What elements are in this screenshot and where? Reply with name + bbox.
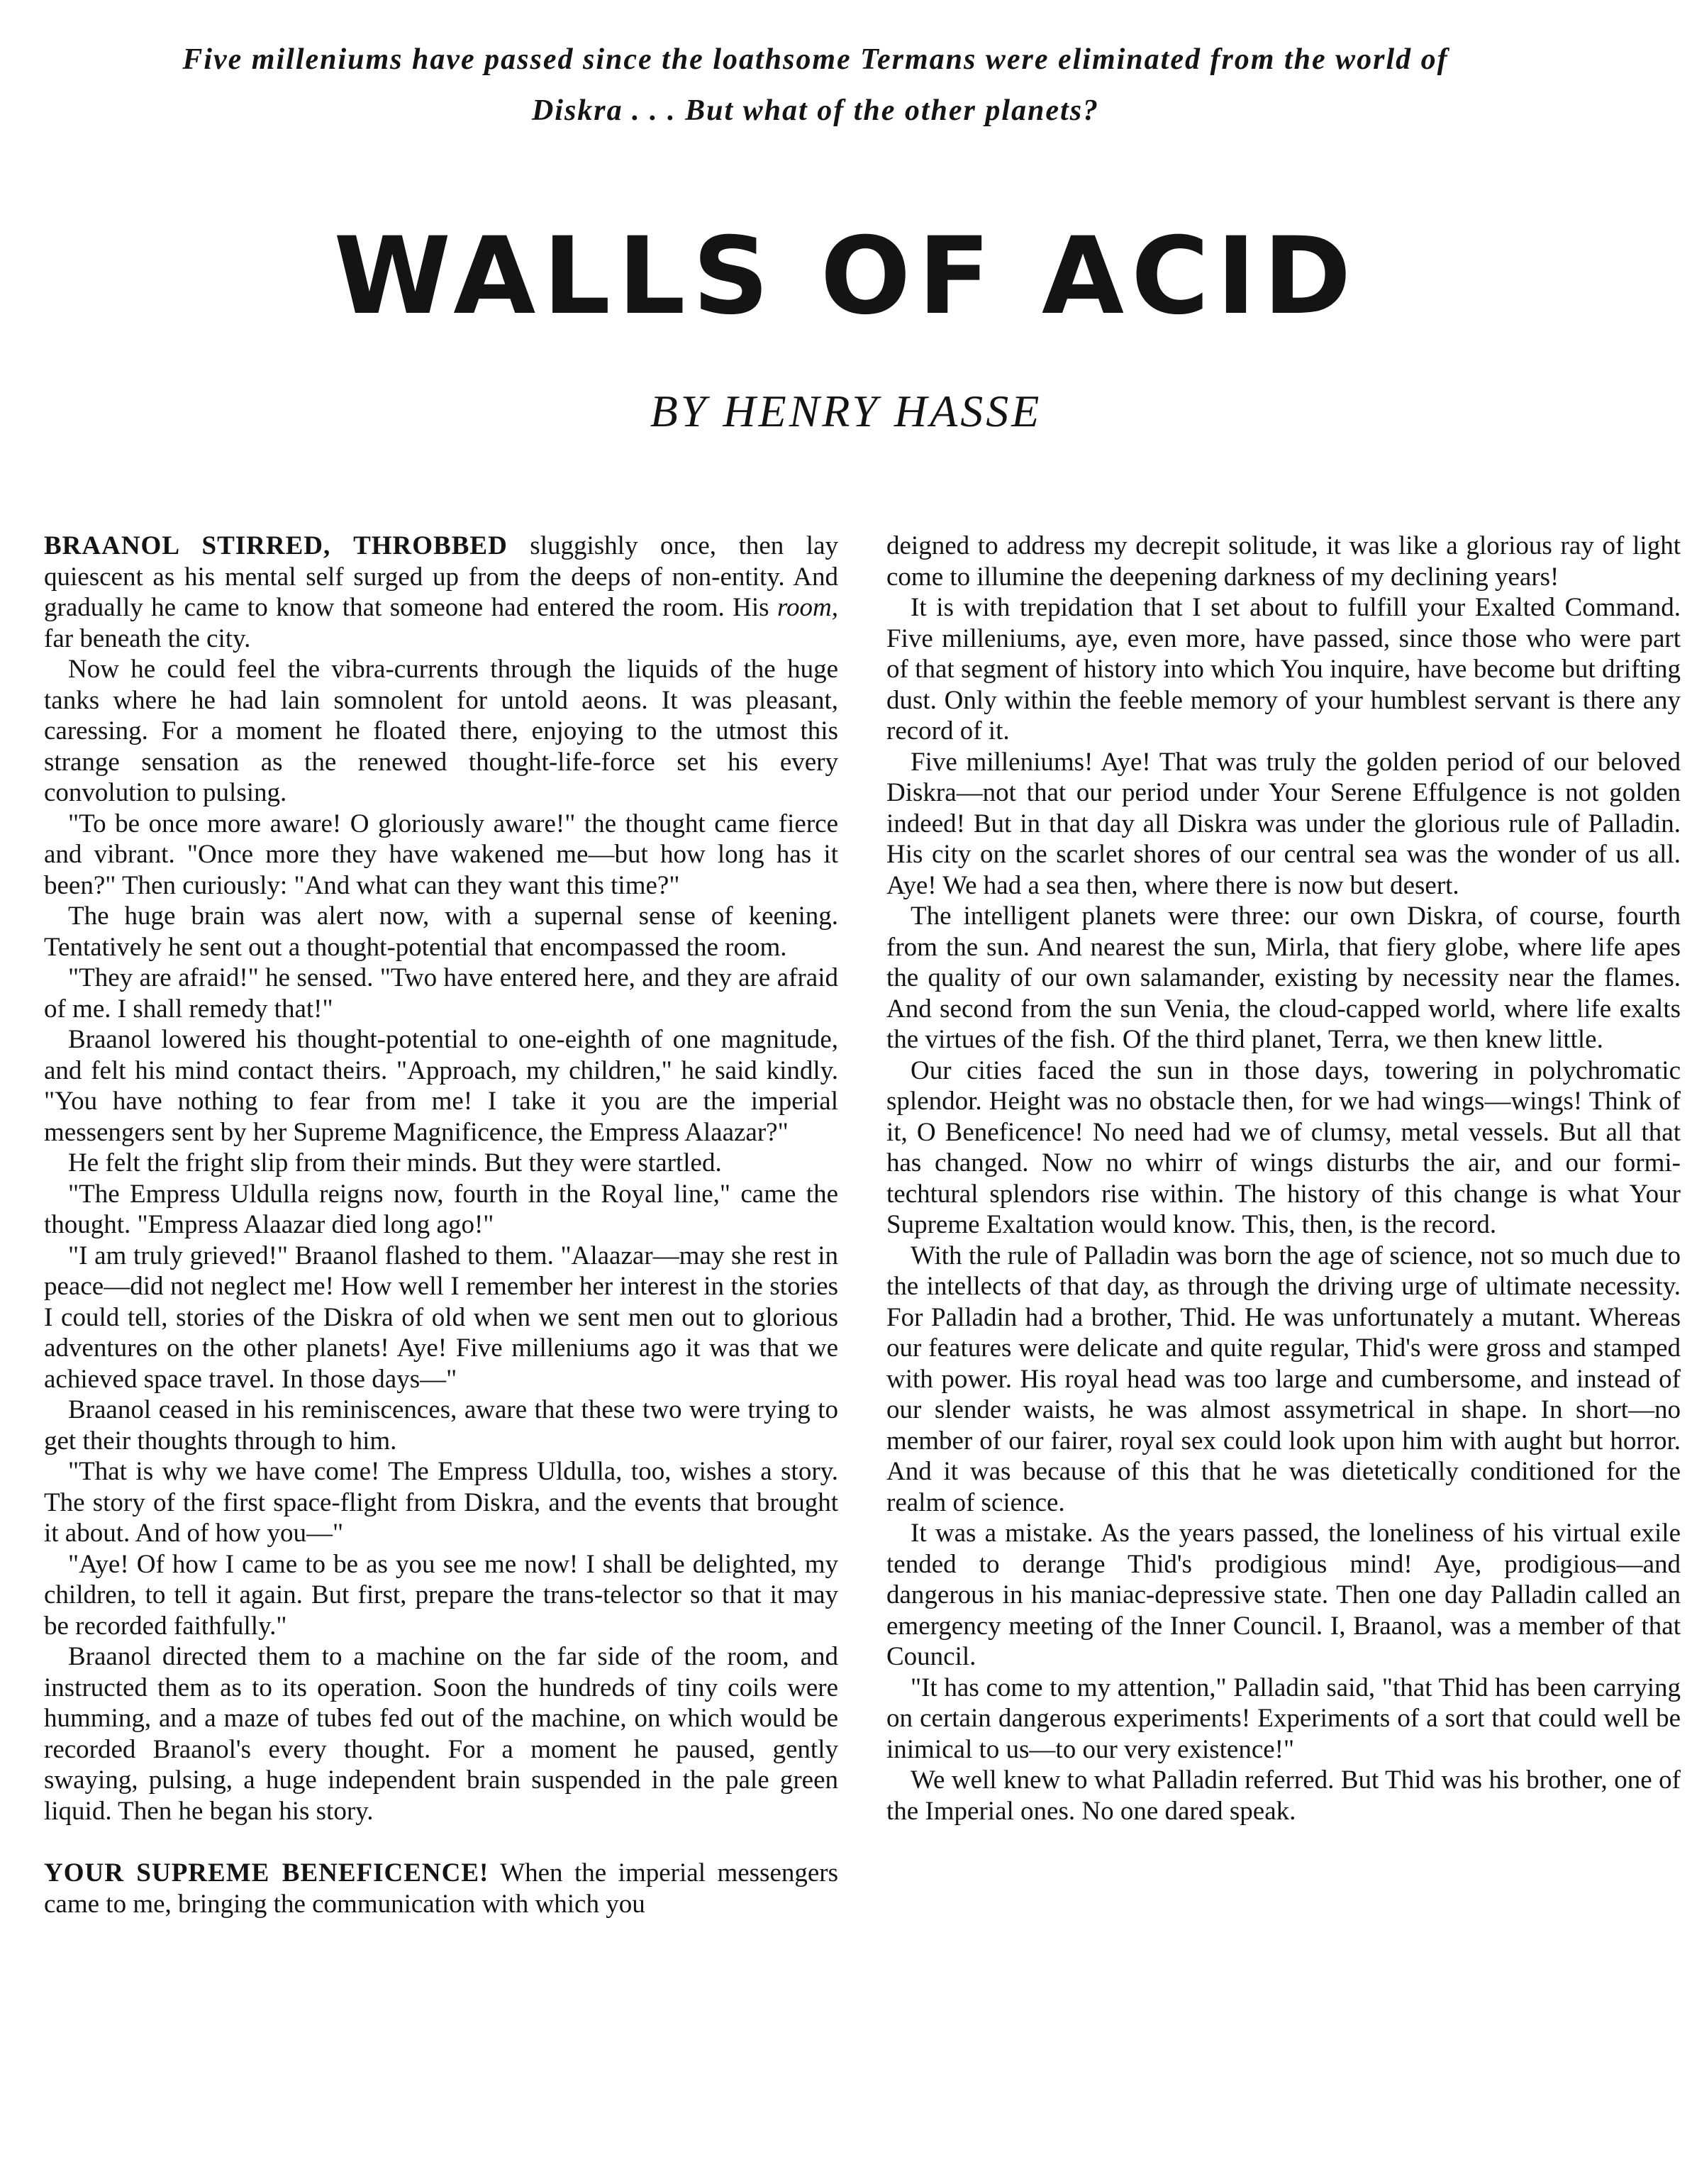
paragraph: Braanol lowered his thought-potential to one-eighth of one magnitude, and felt his mind contact theirs. "Approach, my children," he said kindly. "You have nothing to fear from me! I take it you are the imperial messengers sent by her Supreme Magnificence, the Empress Alaazar?" — [44, 1025, 838, 1147]
paragraph: deigned to address my decrepit solitude, it was like a glorious ray of light come to illumine the deepening darkness of my declining years! — [886, 531, 1681, 592]
paragraph: Braanol directed them to a machine on the far side of the room, and instructed them as to its operation. Soon the hundreds of tiny coils were humming, and a maze of tubes fed out of the machine, on which would be recorded Braanol's every thought. For a moment he paused, gently swaying, pulsing, a huge independent brain suspended in the pale green liquid. Then he began his story. — [44, 1642, 838, 1826]
paragraph: "It has come to my attention," Palladin said, "that Thid has been carrying on certain dangerous experiments! Experiments of a sort that could well be inimical to us—to our very existence!" — [886, 1673, 1681, 1764]
paragraph: It was a mistake. As the years passed, the loneliness of his virtual exile tended to derange Thid's prodigious mind! Aye, prodigious—and dangerous in his maniac-depressive state. Then one day Palladin called an emergency meeting of the Inner Council. I, Braanol, was a member of that Council. — [886, 1519, 1681, 1671]
paragraph: "To be once more aware! O gloriously aware!" the thought came fierce and vibrant. "Once more they have wakened me—but how long has it been?" Then curiously: "And what can they want this time?" — [44, 809, 838, 900]
paragraph: With the rule of Palladin was born the age of science, not so much due to the intellects of that day, as through the driving urge of ultimate necessity. For Palladin had a brother, Thid. He was unfortunately a mutant. Whereas our features were delicate and quite regular, Thid's were gross and stamped with power. His royal head was too large and cumbersome, and instead of our slender waists, he was almost assymetrical in shape. In short—no member of our fairer, royal sex could look upon him with aught but horror. And it was because of this that he was dietetically conditioned for the realm of science. — [886, 1241, 1681, 1517]
opening-paragraph: BRAANOL STIRRED, THROBBED sluggishly once, then lay quiescent as his mental self surged up from the deeps of non-entity. And gradually he came to know that someone had entered the room. His room, far beneath the city. — [44, 531, 838, 653]
section-lead-in: YOUR SUPREME BENEFICENCE! — [44, 1858, 489, 1888]
lead-in: BRAANOL STIRRED, THROBBED — [44, 531, 508, 560]
paragraph: It is with trepidation that I set about to fulfill your Exalted Command. Five milleniums, aye, even more, have passed, since those who were part of that segment of history into which You inquire, have become but drifting dust. Only within the feeble memory of your humblest servant is there any record of it. — [886, 593, 1681, 745]
paragraph: "Aye! Of how I came to be as you see me now! I shall be delighted, my children, to tell it again. But first, prepare the trans-telector so that it may be recorded faithfully." — [44, 1549, 838, 1641]
section-opening-paragraph: YOUR SUPREME BENEFICENCE! When the imperial messengers came to me, bringing the communication with which you — [44, 1858, 839, 1919]
left-column — [44, 531, 838, 1919]
paragraph: "The Empress Uldulla reigns now, fourth in the Royal line," came the thought. "Empress Alaazar died long ago!" — [44, 1179, 838, 1239]
story-title: WALLS OF ACID — [333, 215, 1359, 338]
paragraph: The huge brain was alert now, with a supernal sense of keening. Tentatively he sent out a thought-potential that encompassed the room. — [44, 902, 838, 962]
byline: BY HENRY HASSE — [650, 386, 1042, 436]
paragraph: Braanol ceased in his reminiscences, aware that these two were trying to get their thoughts through to him. — [44, 1395, 838, 1456]
paragraph: We well knew to what Palladin referred. But Thid was his brother, one of the Imperial ones. No one dared speak. — [886, 1766, 1681, 1826]
paragraph: "They are afraid!" he sensed. "Two have entered here, and they are afraid of me. I shall remedy that!" — [44, 963, 838, 1024]
paragraph: "That is why we have come! The Empress Uldulla, too, wishes a story. The story of the first space-flight from Diskra, and the events that brought it about. And of how you—" — [44, 1457, 838, 1548]
paragraph: He felt the fright slip from their minds. But they were startled. — [68, 1148, 722, 1177]
paragraph: Now he could feel the vibra-currents through the liquids of the huge tanks where he had lain somnolent for untold aeons. It was pleasant, caressing. For a moment he floated there, enjoying to the utmost this strange sensation as the renewed thought-life-force set his every convolution to pulsing. — [44, 655, 838, 807]
paragraph: The intelligent planets were three: our own Diskra, of course, fourth from the sun. And nearest the sun, Mirla, that fiery globe, where life apes the quality of our own salamander, existing by necessity near the flames. And second from the sun Venia, the cloud-capped world, where life exalts the virtues of the fish. Of the third planet, Terra, we then knew little. — [886, 902, 1681, 1054]
teaser: Five milleniums have passed since the loathsome Termans were eliminated from the world of Diskra . . . But what of the other planets? — [182, 43, 1449, 127]
right-column — [886, 531, 1681, 1827]
paragraph: "I am truly grieved!" Braanol flashed to them. "Alaazar—may she rest in peace—did not neglect me! How well I remember her interest in the stories I could tell, stories of the Diskra of old when we sent men out to glorious adventures on the other planets! Aye! Five milleniums ago it was that we achieved space travel. In those days—" — [44, 1241, 838, 1394]
paragraph: Our cities faced the sun in those days, towering in polychromatic splendor. Height was no obstacle then, for we had wings—wings! Think of it, O Beneficence! No need had we of clumsy, metal vessels. But all that has changed. Now no whirr of wings disturbs the air, and our formi-techtural splendors rise within. The history of this change is what Your Supreme Exaltation would know. This, then, is the record. — [886, 1055, 1681, 1239]
paragraph: Five milleniums! Aye! That was truly the golden period of our beloved Diskra—not that our period under Your Serene Effulgence is not golden indeed! But in that day all Diskra was under the glorious rule of Palladin. His city on the scarlet shores of our central sea was the wonder of us all. Aye! We had a sea then, where there is now but desert. — [886, 747, 1681, 900]
